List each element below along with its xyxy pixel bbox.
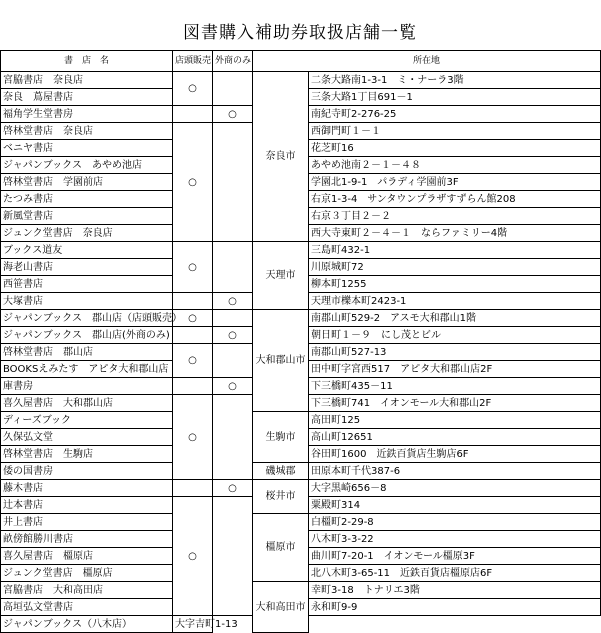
store-name: 海老山書店 (1, 259, 173, 276)
store-address: 高山町12651 (309, 429, 601, 446)
store-name: ベニヤ書店 (1, 140, 173, 157)
store-address: 南郡山町529-2 アスモ大和郡山1階 (309, 310, 601, 327)
store-address: 三島町432-1 (309, 242, 601, 259)
city-ikoma: 生駒市 (253, 412, 309, 463)
outside-sales-mark (213, 344, 253, 378)
store-address: 高田町125 (309, 412, 601, 429)
store-name: ジュンク堂書店 奈良店 (1, 225, 173, 242)
store-sales-mark (173, 106, 213, 123)
table-row (1, 242, 601, 259)
store-name: 辻本書店 (1, 497, 173, 514)
store-name: 新風堂書店 (1, 208, 173, 225)
store-address: 下三橋町435－11 (309, 378, 601, 395)
outside-sales-mark (213, 395, 253, 480)
store-sales-mark (173, 327, 213, 344)
store-name: BOOKSえみたす アピタ大和郡山店 (1, 361, 173, 378)
store-sales-mark: ○ (173, 123, 213, 242)
city-kashihara: 橿原市 (253, 514, 309, 582)
store-address: 田中町字宮西517 アピタ大和郡山店2F (309, 361, 601, 378)
store-name: たつみ書店 (1, 191, 173, 208)
table-row (1, 412, 601, 429)
header-location: 所在地 (253, 51, 601, 72)
store-name: ジャパンブックス（八木店） (1, 616, 173, 633)
outside-sales-mark: ○ (213, 106, 253, 123)
store-sales-mark: ○ (173, 72, 213, 106)
store-address: 谷田町1600 近鉄百貨店生駒店6F (309, 446, 601, 463)
outside-sales-mark: ○ (213, 480, 253, 497)
store-sales-mark (173, 293, 213, 310)
store-name: 倭の国書房 (1, 463, 173, 480)
store-name: 啓林堂書店 学園前店 (1, 174, 173, 191)
store-address: 二条大路南1-3-1 ミ・ナーラ3階 (309, 72, 601, 89)
store-name: 久保弘文堂 (1, 429, 173, 446)
store-address: 朝日町１－９ にし茂とビル (309, 327, 601, 344)
store-address: 永和町9-9 (309, 599, 601, 616)
table-header (1, 51, 601, 72)
store-address: 柳本町1255 (309, 276, 601, 293)
store-table (0, 50, 601, 633)
outside-sales-mark (213, 497, 253, 616)
store-address: あやめ池南２－１－４８ (309, 157, 601, 174)
table-row (1, 463, 601, 480)
store-sales-mark: ○ (173, 395, 213, 480)
store-address: 三条大路1丁目691－1 (309, 89, 601, 106)
table-row (1, 72, 601, 89)
store-sales-mark: ○ (173, 497, 213, 616)
store-name: ジュンク堂書店 橿原店 (1, 565, 173, 582)
store-name: 啓林堂書店 郡山店 (1, 344, 173, 361)
store-name: 高垣弘文堂書店 (1, 599, 173, 616)
outside-sales-mark: ○ (213, 378, 253, 395)
table-row (1, 480, 601, 497)
store-name: 福角学生堂書房 (1, 106, 173, 123)
city-yamatokoriyama: 大和郡山市 (253, 310, 309, 412)
store-address: 北八木町3-65-11 近鉄百貨店橿原店6F (309, 565, 601, 582)
store-sales-mark (173, 480, 213, 497)
store-name: ジャパンブックス 郡山店(外商のみ) (1, 327, 173, 344)
store-name: 宮脇書店 奈良店 (1, 72, 173, 89)
store-address: 南紀寺町2-276-25 (309, 106, 601, 123)
table-row (1, 582, 601, 599)
store-address: 幸町3-18 トナリエ3階 (309, 582, 601, 599)
table-row (1, 310, 601, 327)
page-title: 図書購入補助券取扱店舗一覧 (183, 23, 417, 43)
store-name: ジャパンブックス あやめ池店 (1, 157, 173, 174)
outside-sales-mark (213, 310, 253, 327)
outside-sales-mark (213, 72, 253, 106)
store-address: 大字黒崎656－8 (309, 480, 601, 497)
store-name: 大塚書店 (1, 293, 173, 310)
store-name: 啓林堂書店 奈良店 (1, 123, 173, 140)
header-store: 書 店 名 (1, 51, 173, 72)
store-sales-mark: ○ (173, 242, 213, 293)
city-nara: 奈良市 (253, 72, 309, 242)
store-name: 畝傍館勝川書店 (1, 531, 173, 548)
store-address: 花芝町16 (309, 140, 601, 157)
store-address: 八木町3-3-22 (309, 531, 601, 548)
store-sales-mark: ○ (173, 310, 213, 327)
store-address: 学園北1-9-1 パラディ学園前3F (309, 174, 601, 191)
store-name: 啓林堂書店 生駒店 (1, 446, 173, 463)
store-name: 宮脇書店 大和高田店 (1, 582, 173, 599)
store-address: 西大寺東町２－４－１ ならファミリー4階 (309, 225, 601, 242)
store-address: 白橿町2-29-8 (309, 514, 601, 531)
store-address: 曲川町7-20-1 イオンモール橿原3F (309, 548, 601, 565)
header-outside-sales: 外商のみ (213, 51, 253, 72)
header-store-sales: 店頭販売 (173, 51, 213, 72)
store-address: 田原本町千代387-6 (309, 463, 601, 480)
store-name: 喜久屋書店 大和郡山店 (1, 395, 173, 412)
store-address: 右京３丁目２－２ (309, 208, 601, 225)
store-address: 天理市櫟本町2423-1 (309, 293, 601, 310)
store-name: 井上書店 (1, 514, 173, 531)
store-address: 西御門町１－１ (309, 123, 601, 140)
table-row (1, 514, 601, 531)
outside-sales-mark (213, 123, 253, 242)
store-name: 奈良 蔦屋書店 (1, 89, 173, 106)
city-yamatotakada: 大和高田市 (253, 582, 309, 633)
outside-sales-mark (213, 242, 253, 293)
city-tenri: 天理市 (253, 242, 309, 310)
store-name: 庫書房 (1, 378, 173, 395)
store-address: 大字吉町1-13 (173, 616, 213, 633)
store-sales-mark (173, 378, 213, 395)
store-address: 川原城町72 (309, 259, 601, 276)
store-address: 粟殿町314 (309, 497, 601, 514)
store-name: ジャパンブックス 郡山店（店頭販売） (1, 310, 173, 327)
store-name: 西笹書店 (1, 276, 173, 293)
store-sales-mark: ○ (173, 344, 213, 378)
city-shiki: 磯城郡 (253, 463, 309, 480)
store-address: 右京1-3-4 サンタウンプラザすずらん館208 (309, 191, 601, 208)
store-name: ブックス道友 (1, 242, 173, 259)
city-sakurai: 桜井市 (253, 480, 309, 514)
outside-sales-mark: ○ (213, 293, 253, 310)
store-name: ディーズブック (1, 412, 173, 429)
store-address: 南郡山町527-13 (309, 344, 601, 361)
store-name: 藤木書店 (1, 480, 173, 497)
store-address: 下三橋町741 イオンモール大和郡山2F (309, 395, 601, 412)
outside-sales-mark: ○ (213, 327, 253, 344)
store-name: 喜久屋書店 橿原店 (1, 548, 173, 565)
